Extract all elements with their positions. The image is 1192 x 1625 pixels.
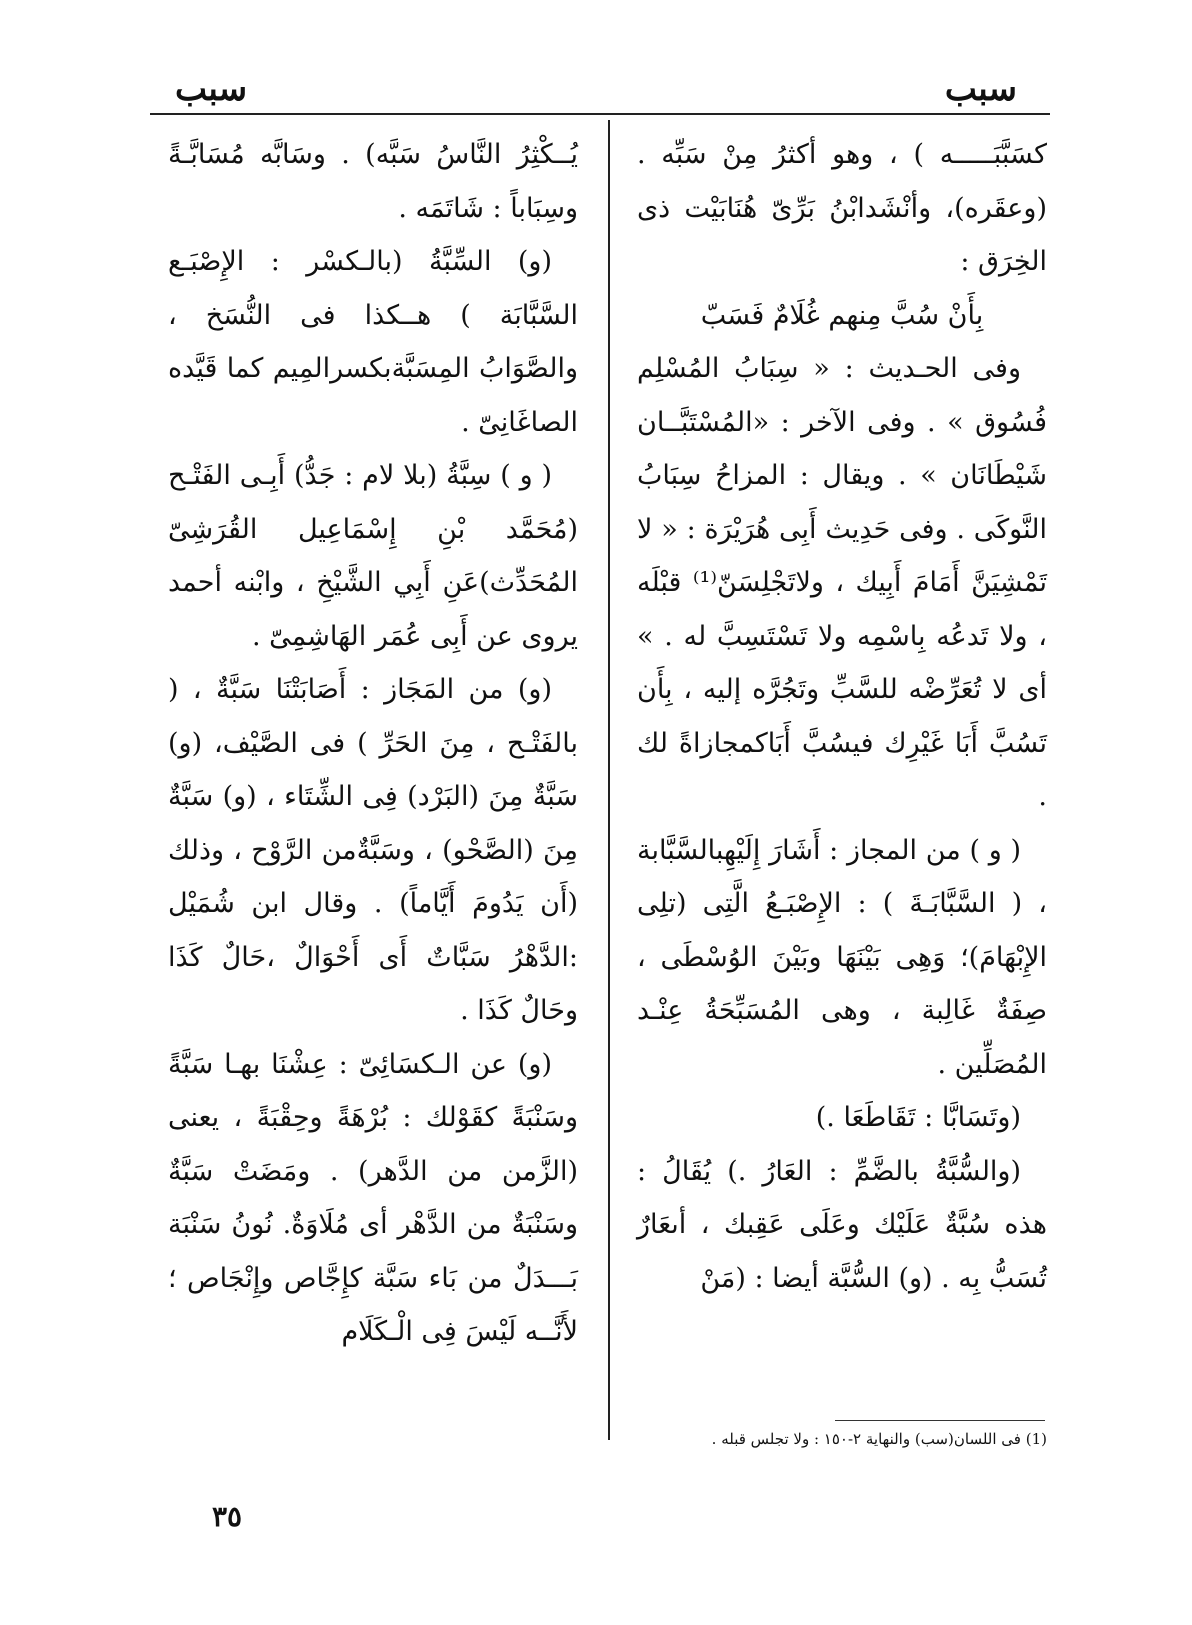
paragraph: كسَبَّبَـــــه ) ، وهو أكثرُ مِنْ سَبِّه . (وعقَره)، وأنْشَدابْنُ بَرِّىّ هُنَابَيْت ذى الخِرَق : [637,139,1047,277]
column-divider [608,120,610,1440]
right-column [637,128,1047,1305]
verse-line: بِأَنْ سُبَّ مِنهم غُلَامٌ فَسَبّ [700,299,984,331]
paragraph: (وتَسَابَّا : تَقَاطَعَا .) [815,1102,1021,1133]
header-rule [150,113,1050,115]
page-number: ٣٥ [212,1500,243,1533]
paragraph: (والسُّبَّةُ بالضَّمِّ : العَارُ .) يُقَالُ : هذه سُبَّةٌ عَلَيْك وعَلَى عَقِبك ، أىعَارٌ تُسَبُّ بِه . (و) السُّبَّة أيضا : (مَنْ [637,1155,1047,1294]
paragraph: (و) من المَجَاز : أَصَابَتْنَا سَبَّةٌ ، ( بالفَتْـح ، مِنَ الحَرِّ ) فى الصَّيْف، (و) سَبَّةٌ مِنَ (البَرْد) فِى الشِّتَاء ، (و) سَبَّةٌ مِنَ (الصَّحْو) ، وسَبَّةٌمن الرَّوْح ، وذلك (أَن يَدُومَ أَيَّاماً) . وقال ابن شُمَيْل :الدَّهْرُ سَبَّاتٌ أَى أَحْوَالٌ ،حَالٌ كَذَا وحَالٌ كَذَا . [168,674,578,1026]
paragraph: (و) عن الـكسَائِىّ : عِشْنَا بهـا سَبَّةً وسَنْبَةً كقَوْلك : بُرْهَةً وحِقْبَةً ، يعنى (الزَّمن من الدَّهر) . ومَضَتْ سَبَّةٌ وسَنْبَةٌ من الدَّهْر أى مُلَاوَةٌ. نُونُ سَنْبَة بَـــدَلٌ من بَاء سَبَّة كإِجَّاص وإِنْجَاص ؛ لأَنَّــه لَيْسَ فِى الْـكَلَام [168,1048,578,1347]
paragraph: ( و ) من المجاز : أَشَارَ إِلَيْهِبالسَّبَّابة ، ( السَّبَّابَـةَ ) : الإِصْبَـعُ الَّتِى (تلِى الإِبْهَامَ)؛ وَهِى بَيْنَهَا وبَيْنَ الوُسْطَى ، صِفَةٌ غَالِبة ، وهى المُسَبِّحَةُ عِنْـد المُصَلِّين . [637,834,1047,1080]
footnote: (1) فى اللسان(سب) والنهاية ٢-١٥٠ : ولا تجلس قبله . [711,1430,1047,1448]
running-head-left: سبب [175,69,248,109]
paragraph: يُــكْثِرُ النَّاسُ سَبَّه) . وسَابَّه مُسَابَّـةً وسِبَاباً : شَاتَمَه . [168,139,578,224]
paragraph: (و) السِّبَّةُ (بالـكسْر : الإِصْبَـع السَّبَّابَة ) هــكذا فى النُّسَخ ، والصَّوَابُ المِسَبَّةبكسرالمِيم كما قَيَّده الصاغَانِىّ . [168,246,578,438]
paragraph: وفى الحـديث : « سِبَابُ المُسْلِم فُسُوق » . وفى الآخر : «المُسْتَبَّــان شَيْطَانَان » . ويقال : المزاحُ سِبَابُ النَّوكَى . وفى حَدِيث أَبِى هُرَيْرَة : « لا تَمْشِيَنَّ أَمَامَ أَبِيك ، ولاتَجْلِسَنّ⁽¹⁾ قبْلَه ، ولا تَدعُه بِاسْمِه ولا تَسْتَسِبَّ له . » أى لا تُعَرِّضْه للسَّبِّ وتَجُرَّه إليه ، بِأَن تَسُبَّ أَبَا غَيْرِك فيسُبَّ أَبَاكمجازاةً لك . [637,353,1048,812]
left-column [168,128,578,1359]
footnote-rule [835,1420,1045,1421]
paragraph: ( و ) سِبَّةُ (بلا لام : جَدُّ) أَبِـى الفَتْـح (مُحَمَّد بْنِ إِسْمَاعِيل القُرَشِىّ المُحَدِّث)عَنِ أَبِي الشَّيْخِ ، وابْنه أحمد يروى عن أَبِى عُمَر الهَاشِمِىّ . [168,460,578,652]
running-head-right: سبب [944,69,1017,109]
